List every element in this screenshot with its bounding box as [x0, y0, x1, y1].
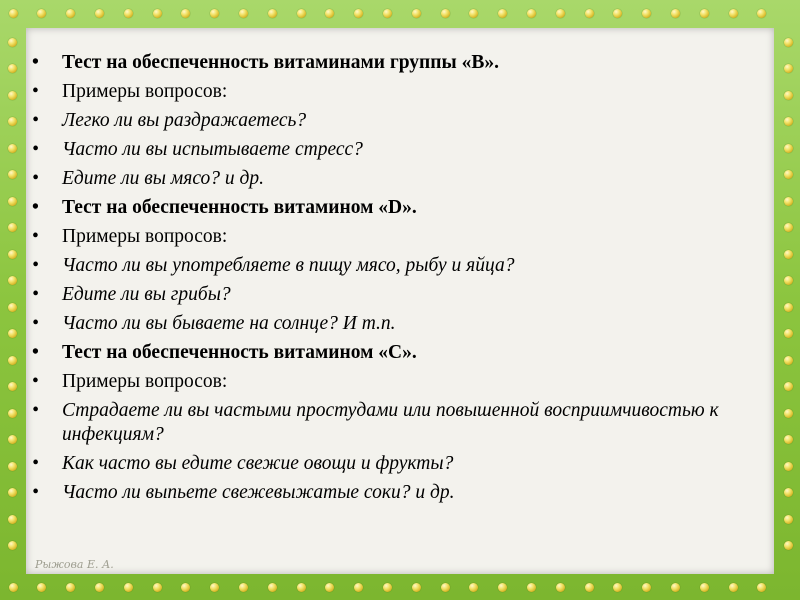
frame-dot-icon	[153, 583, 162, 592]
list-item	[32, 80, 752, 104]
frame-dot-icon	[37, 9, 46, 18]
item-text: Как часто вы едите свежие овощи и фрукты?	[62, 453, 454, 474]
list-item	[32, 399, 752, 447]
frame-dot-icon	[498, 583, 507, 592]
frame-dot-icon	[642, 9, 651, 18]
frame-dot-icon	[784, 435, 793, 444]
frame-dot-icon	[700, 583, 709, 592]
bullet-icon: •	[32, 400, 39, 421]
frame-dot-icon	[585, 9, 594, 18]
frame-dot-icon	[297, 583, 306, 592]
frame-dot-icon	[8, 409, 17, 418]
frame-dot-icon	[8, 144, 17, 153]
frame-dot-icon	[784, 197, 793, 206]
list-item	[32, 51, 752, 75]
frame-dot-icon	[784, 223, 793, 232]
item-text: Тест на обеспеченность витамином «С».	[62, 342, 417, 363]
list-item	[32, 452, 752, 476]
frame-dot-icon	[210, 9, 219, 18]
frame-dot-icon	[527, 9, 536, 18]
frame-dot-icon	[8, 488, 17, 497]
frame-dot-icon	[8, 462, 17, 471]
list-item	[32, 138, 752, 162]
frame-dot-icon	[556, 9, 565, 18]
frame-dot-icon	[412, 9, 421, 18]
frame-dot-icon	[95, 583, 104, 592]
frame-dot-icon	[784, 250, 793, 259]
frame-dot-icon	[210, 583, 219, 592]
list-item	[32, 167, 752, 191]
item-text: Часто ли выпьете свежевыжатые соки? и др.	[62, 482, 455, 503]
frame-dot-icon	[95, 9, 104, 18]
frame-dot-icon	[8, 170, 17, 179]
frame-dot-icon	[784, 64, 793, 73]
frame-dot-icon	[784, 382, 793, 391]
item-text: Страдаете ли вы частыми простудами или повышенной восприимчивостью к инфекциям?	[62, 400, 719, 445]
frame-dot-icon	[181, 9, 190, 18]
frame-dot-icon	[8, 541, 17, 550]
frame-dot-icon	[585, 583, 594, 592]
bullet-icon: •	[32, 342, 39, 363]
frame-dot-icon	[671, 583, 680, 592]
frame-dot-icon	[8, 117, 17, 126]
frame-dot-icon	[8, 515, 17, 524]
frame-dot-icon	[498, 9, 507, 18]
frame-dot-icon	[729, 9, 738, 18]
frame-dot-icon	[268, 583, 277, 592]
item-text: Часто ли вы употребляете в пищу мясо, рыбу и яйца?	[62, 255, 515, 276]
frame-dot-icon	[37, 583, 46, 592]
frame-dot-icon	[784, 144, 793, 153]
item-text: Примеры вопросов:	[62, 226, 228, 247]
frame-dot-icon	[153, 9, 162, 18]
frame-dot-icon	[613, 583, 622, 592]
frame-dot-icon	[613, 9, 622, 18]
frame-dot-icon	[9, 583, 18, 592]
list-item	[32, 341, 752, 365]
frame-dot-icon	[354, 9, 363, 18]
frame-dot-icon	[8, 223, 17, 232]
frame-dot-icon	[8, 64, 17, 73]
frame-dot-icon	[729, 583, 738, 592]
item-text: Часто ли вы бываете на солнце? И т.п.	[62, 313, 396, 334]
frame-dot-icon	[784, 117, 793, 126]
bullet-icon: •	[32, 482, 39, 503]
item-text: Примеры вопросов:	[62, 81, 228, 102]
frame-dot-icon	[784, 91, 793, 100]
bullet-icon: •	[32, 453, 39, 474]
frame-dot-icon	[239, 9, 248, 18]
list-item	[32, 254, 752, 278]
frame-dot-icon	[784, 541, 793, 550]
bullet-icon: •	[32, 313, 39, 334]
frame-dot-icon	[124, 583, 133, 592]
frame-dot-icon	[700, 9, 709, 18]
frame-dot-icon	[671, 9, 680, 18]
frame-dot-icon	[239, 583, 248, 592]
frame-dot-icon	[784, 356, 793, 365]
frame-dot-icon	[383, 9, 392, 18]
frame-dot-icon	[325, 583, 334, 592]
item-text: Легко ли вы раздражаетесь?	[62, 110, 307, 131]
bullet-list	[32, 51, 752, 510]
frame-dot-icon	[757, 583, 766, 592]
list-item	[32, 370, 752, 394]
frame-dot-icon	[124, 9, 133, 18]
frame-dot-icon	[268, 9, 277, 18]
frame-dot-icon	[66, 9, 75, 18]
frame-dot-icon	[469, 583, 478, 592]
list-item	[32, 312, 752, 336]
bullet-icon: •	[32, 197, 39, 218]
bullet-icon: •	[32, 284, 39, 305]
frame-dot-icon	[784, 409, 793, 418]
frame-dot-icon	[441, 583, 450, 592]
frame-dot-icon	[297, 9, 306, 18]
list-item	[32, 196, 752, 220]
frame-dot-icon	[642, 583, 651, 592]
frame-dot-icon	[9, 9, 18, 18]
frame-dot-icon	[8, 276, 17, 285]
frame-dot-icon	[8, 197, 17, 206]
frame-dot-icon	[784, 462, 793, 471]
frame-dot-icon	[354, 583, 363, 592]
frame-dot-icon	[8, 250, 17, 259]
list-item	[32, 225, 752, 249]
frame-dot-icon	[784, 488, 793, 497]
bullet-icon: •	[32, 168, 39, 189]
frame-dot-icon	[757, 9, 766, 18]
item-text: Часто ли вы испытываете стресс?	[62, 139, 363, 160]
frame-dot-icon	[181, 583, 190, 592]
frame-dot-icon	[8, 91, 17, 100]
list-item	[32, 283, 752, 307]
bullet-icon: •	[32, 255, 39, 276]
frame-dot-icon	[469, 9, 478, 18]
frame-dot-icon	[8, 382, 17, 391]
bullet-icon: •	[32, 81, 39, 102]
item-text: Едите ли вы мясо? и др.	[62, 168, 264, 189]
frame-dot-icon	[8, 38, 17, 47]
frame-dot-icon	[784, 515, 793, 524]
list-item	[32, 481, 752, 505]
list-item	[32, 109, 752, 133]
frame-dot-icon	[383, 583, 392, 592]
bullet-icon: •	[32, 139, 39, 160]
frame-dot-icon	[66, 583, 75, 592]
frame-dot-icon	[8, 435, 17, 444]
item-text: Едите ли вы грибы?	[62, 284, 231, 305]
frame-dot-icon	[784, 303, 793, 312]
frame-dot-icon	[441, 9, 450, 18]
item-text: Тест на обеспеченность витаминами группы «В».	[62, 52, 499, 73]
frame-dot-icon	[784, 38, 793, 47]
item-text: Тест на обеспеченность витамином «D».	[62, 197, 417, 218]
bullet-icon: •	[32, 110, 39, 131]
frame-dot-icon	[784, 276, 793, 285]
frame-dot-icon	[527, 583, 536, 592]
frame-dot-icon	[8, 329, 17, 338]
bullet-icon: •	[32, 371, 39, 392]
frame-dot-icon	[325, 9, 334, 18]
frame-dot-icon	[412, 583, 421, 592]
bullet-icon: •	[32, 52, 39, 73]
item-text: Примеры вопросов:	[62, 371, 228, 392]
frame-dot-icon	[556, 583, 565, 592]
author-signature: Рыжова Е. А.	[35, 558, 114, 571]
frame-dot-icon	[8, 303, 17, 312]
frame-dot-icon	[8, 356, 17, 365]
bullet-icon: •	[32, 226, 39, 247]
frame-dot-icon	[784, 170, 793, 179]
frame-dot-icon	[784, 329, 793, 338]
